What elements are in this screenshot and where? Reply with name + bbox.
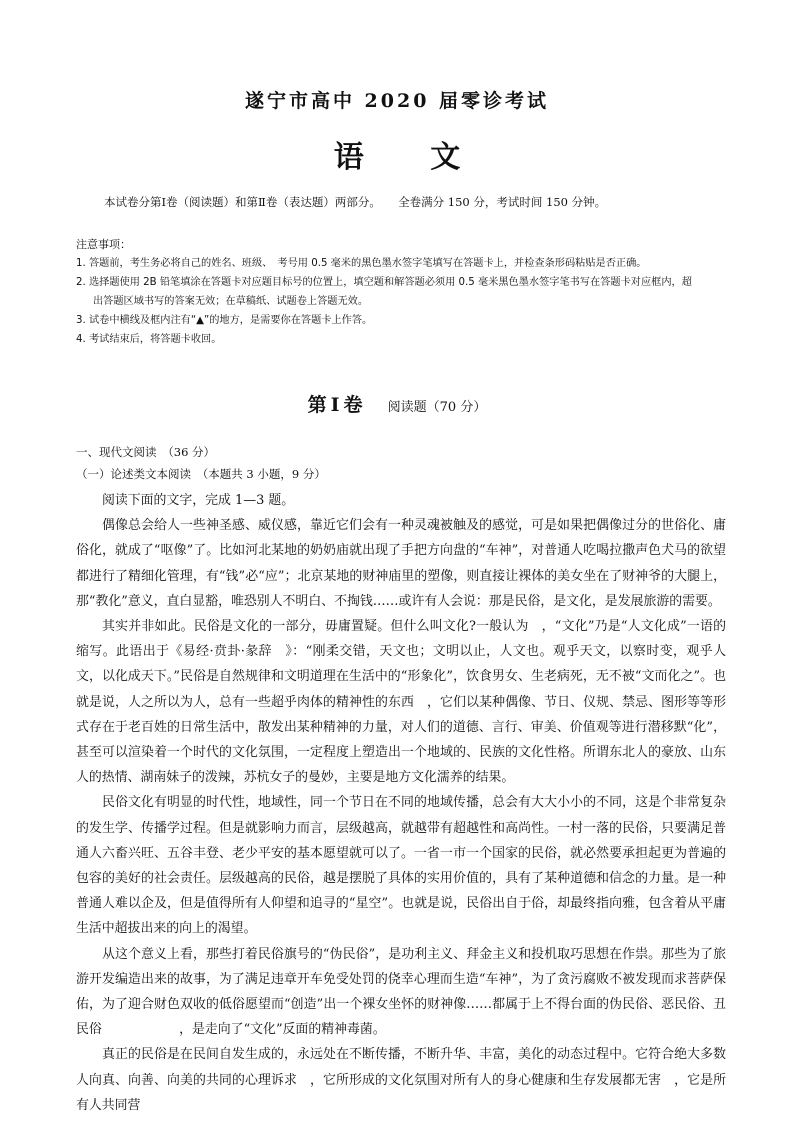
- section-heading: 一、现代文阅读 （36 分）: [76, 445, 216, 459]
- subsection-heading: （一）论述类文本阅读 （本题共 3 小题，9 分）: [76, 467, 326, 481]
- instruction-line: 阅读下面的文字，完成 1—3 题。: [102, 493, 295, 508]
- note-item: 4. 考试结束后，将答题卡收回。: [76, 334, 222, 345]
- notes-heading: 注意事项：: [76, 238, 131, 251]
- subject-title: 语 文: [333, 140, 489, 175]
- notes-list: [76, 254, 732, 349]
- exam-intro: 本试卷分第Ⅰ卷（阅读题）和第Ⅱ卷（表达题）两部分。 全卷满分 150 分，考试时间 150 分钟。: [104, 195, 607, 209]
- part-subtitle: 阅读题（70 分）: [387, 400, 487, 415]
- reading-passage: [76, 488, 726, 1118]
- passage-paragraph: 真正的民俗是在民间自发生成的，永远处在不断传播，不断升华、丰富，美化的动态过程中。它符合绝大多数人向真、向善、向美的共同的心理诉求 ，它所形成的文化氛围对所有人的身心健康和生存发展都无害 ，它是所有人共同营: [76, 1047, 726, 1113]
- passage-paragraph: 偶像总会给人一些神圣感、威仪感，靠近它们会有一种灵魂被触及的感觉，可是如果把偶像过分的世俗化、庸俗化，就成了“呕像”了。比如河北某地的奶奶庙就出现了手把方向盘的“车神”，对普通人吃喝拉撒声色犬马的欲望都进行了精细化管理，有“钱”必“应”；北京某地的财神庙里的塑像，则直接让裸体的美女坐在了财神爷的大腿上，那“教化”意义，直白显豁，唯恐别人不明白、不掏钱……或许有人会说：那是民俗，是文化，是发展旅游的需要。: [76, 518, 726, 609]
- note-item-continued: 出答题区域书写的答案无效；在草稿纸、试题卷上答题无效。: [93, 296, 369, 307]
- passage-paragraph: 其实并非如此。民俗是文化的一部分，毋庸置疑。但什么叫文化?一般认为 ，“文化”乃是“人文化成”一语的缩写。此语出于《易经·贲卦·彖辞 》：“刚柔交错，天文也；文明以止，人文也。观乎天文，以察时变，观乎人文，以化成天下。”民俗是自然规律和文明道理在生活中的“形象化”，饮食男女、生老病死，无不被“文而化之”。也就是说，人之所以为人，总有一些超乎肉体的精神性的东西 ，它们以某种偶像、节日、仪规、禁忌、图形等等形式存在于老百姓的日常生活中，散发出某种精神的力量，对人们的道德、言行、审美、价值观等进行潜移默“化”，甚至可以渲染着一个时代的文化氛围，一定程度上塑造出一个地域的、民族的文化性格。所谓东北人的豪放、山东人的热情、湖南妹子的泼辣，苏杭女子的曼妙，主要是地方文化濡养的结果。: [76, 619, 726, 786]
- part-label: 第Ⅰ卷: [307, 394, 367, 416]
- note-item: 1. 答题前，考生务必将自己的姓名、班级、 考号用 0.5 毫米的黑色墨水签字笔填写在答题卡上，并检查条形码粘贴是否正确。: [76, 258, 647, 269]
- note-item: 2. 选择题使用 2B 铅笔填涂在答题卡对应题目标号的位置上，填空题和解答题必须用 0.5 毫米黑色墨水签字笔书写在答题卡对应框内，超: [76, 277, 692, 288]
- part-heading: [0, 390, 794, 417]
- note-item: 3. 试卷中横线及框内注有“▲”的地方，是需要你在答题卡上作答。: [76, 315, 373, 326]
- passage-paragraph: 民俗文化有明显的时代性，地域性，同一个节日在不同的地域传播，总会有大大小小的不同，这是个非常复杂的发生学、传播学过程。但是就影响力而言，层级越高，就越带有超越性和高尚性。一村一落的民俗，只要满足普通人六畜兴旺、五谷丰登、老少平安的基本愿望就可以了。一省一市一个国家的民俗，就必然要承担起更为普遍的包容的美好的社会责任。层级越高的民俗，越是摆脱了具体的实用价值的，具有了某种道德和信念的力量。是一种普通人难以企及，但是值得所有人仰望和追寻的“星空”。也就是说，民俗出自于俗，却最终指向雅，包含着从平庸生活中超拔出来的向上的渴望。: [76, 795, 726, 937]
- exam-title: 遂宁市高中 2020 届零诊考试: [244, 90, 550, 112]
- passage-paragraph: 从这个意义上看，那些打着民俗旗号的“伪民俗”，是功利主义、拜金主义和投机取巧思想在作祟。那些为了旅游开发编造出来的故事，为了满足违章开车免受处罚的侥幸心理而生造“车神”，为了贪污腐败不被发现而求菩萨保佑，为了迎合财色双收的低俗愿望而“创造”出一个裸女坐怀的财神像……都属于上不得台面的伪民俗、恶民俗、丑民俗 ，是走向了“文化”反面的精神毒菌。: [76, 946, 726, 1038]
